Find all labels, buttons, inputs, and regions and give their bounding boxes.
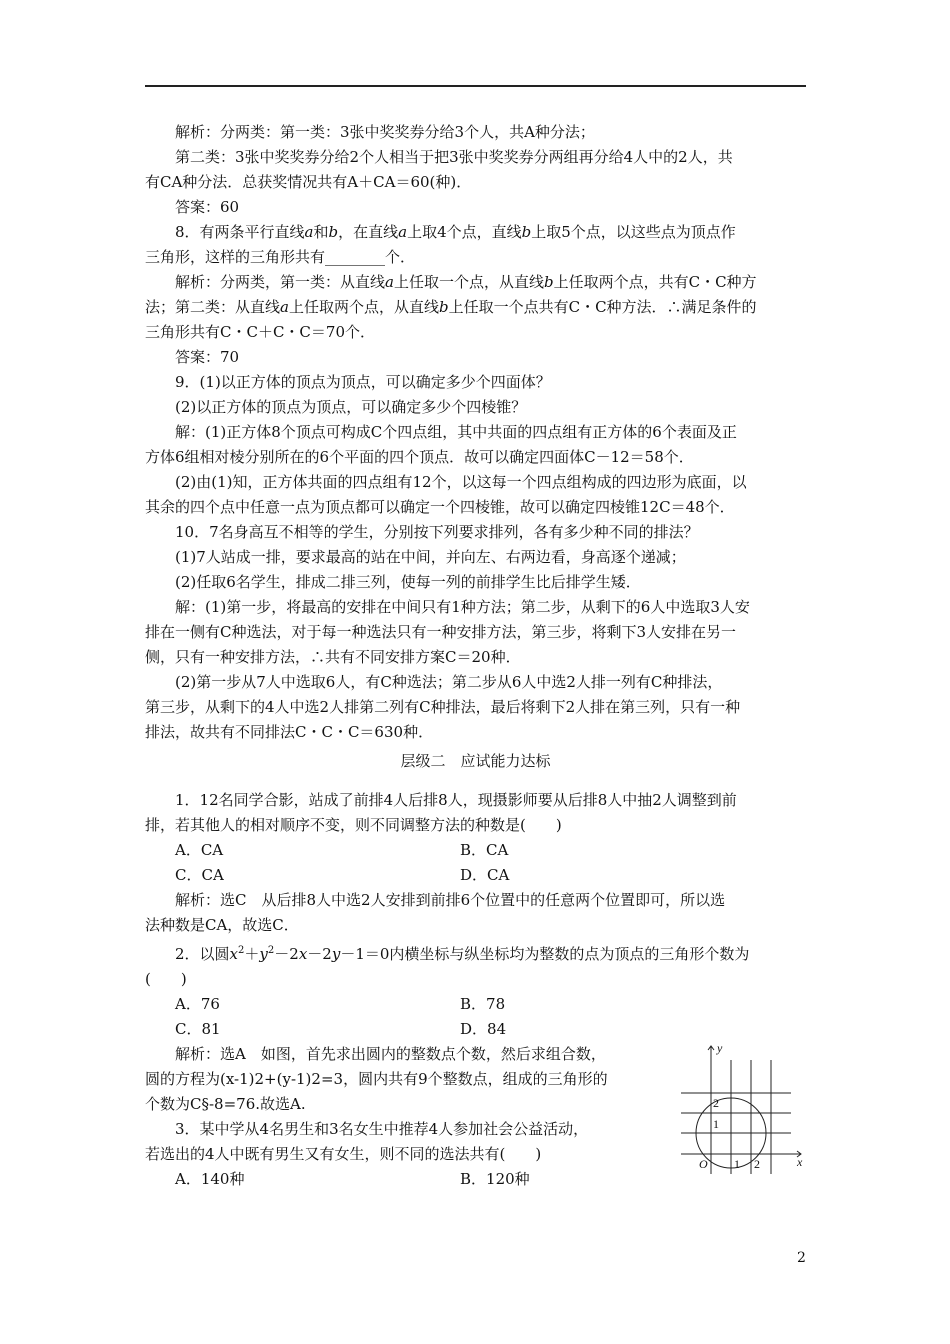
text-line: 第二类：3张中奖奖券分给2个人相当于把3张中奖奖券分两组再分给4人中的2人，共 [175, 148, 733, 166]
solution-line: 法；第二类：从直线a上任取两个点，从直线b上任取一个点共有C・C种方法．∴满足条件的 [145, 298, 757, 316]
y-tick-2: 2 [713, 1096, 719, 1110]
text-line: 三角形共有C・C＋C・C＝70个． [145, 323, 375, 341]
text-line: 其余的四个点中任意一点为顶点都可以确定一个四棱锥，故可以确定四棱锥12C＝48个． [145, 498, 735, 516]
question-1: 1．12名同学合影，站成了前排4人后排8人，现摄影师要从后排8人中抽2人调整到前 [175, 791, 737, 809]
page-number: 2 [797, 1250, 806, 1266]
text-line: 第三步，从剩下的4人中选2人排第二列有C种排法，最后将剩下2人排在第三列，只有一种 [145, 698, 741, 716]
text-line: 排在一侧有C种选法，对于每一种选法只有一种安排方法，第三步，将剩下3人安排在另一 [145, 623, 737, 641]
header-rule [145, 85, 806, 87]
solution-line: 解：(1)第一步，将最高的安排在中间只有1种方法；第二步，从剩下的6人中选取3人安 [175, 598, 750, 616]
question-8: 8．有两条平行直线a和b，在直线a上取4个点，直线b上取5个点，以这些点为顶点作 [175, 223, 736, 241]
text-line: 有CA种分法．总获奖情况共有A＋CA＝60(种)． [145, 173, 472, 191]
text-line: 方体6组相对棱分别所在的6个平面的四个顶点．故可以确定四面体C－12＝58个． [145, 448, 694, 466]
text-line: (1)7人站成一排，要求最高的站在中间，并向左、右两边看，身高逐个递减； [175, 548, 686, 566]
solution-line: (2)由(1)知，正方体共面的四点组有12个，以这每一个四点组构成的四边形为底面，以 [175, 473, 747, 491]
text-line: 解析：分两类：第一类：3张中奖奖券分给3个人，共A种分法； [175, 123, 595, 141]
option-b: B．78 [460, 995, 506, 1013]
question-9: 9．(1)以正方体的顶点为顶点，可以确定多少个四面体？ [175, 373, 551, 391]
option-b: B．120种 [460, 1170, 530, 1188]
figure-block [145, 1042, 806, 1171]
text-line: 圆的方程为(x-1)2+(y-1)2=3，圆内共有9个整数点，组成的三角形的 [145, 1070, 608, 1088]
options-row [145, 1017, 806, 1042]
text-line: (2)任取6名学生，排成二排三列，使每一列的前排学生比后排学生矮． [175, 573, 641, 591]
text-line: ( ) [145, 970, 187, 988]
text-line: 法种数是CA，故选C． [145, 916, 299, 934]
solution-line: 解析：分两类，第一类：从直线a上任取一个点，从直线b上任取两个点，共有C・C种方 [175, 273, 757, 291]
text-line: 三角形，这样的三角形共有________个． [145, 248, 416, 266]
solution-line: 解析：选C 从后排8人中选2人安排到前排6个位置中的任意两个位置即可，所以选 [175, 891, 726, 909]
answer-line: 答案：60 [175, 198, 240, 216]
option-d: D．CA [460, 866, 510, 884]
text-line: 排法，故共有不同排法C・C・C＝630种． [145, 723, 434, 741]
text-line: 若选出的4人中既有男生又有女生，则不同的选法共有( ) [145, 1145, 542, 1163]
x-axis-label: x [797, 1155, 803, 1169]
solution-line: (2)第一步从7人中选取6人，有C种选法；第二步从6人中选2人排一列有C种排法， [175, 673, 723, 691]
options-row [145, 838, 806, 863]
text-line: 排，若其他人的相对顺序不变，则不同调整方法的种数是( ) [145, 816, 562, 834]
text-line: 个数为C§-8=76.故选A. [145, 1095, 306, 1113]
x-tick-1: 1 [734, 1157, 740, 1171]
y-axis-label: y [717, 1042, 723, 1055]
option-c: C．81 [175, 1020, 221, 1038]
x-tick-2: 2 [754, 1157, 760, 1171]
question-10: 10．7名身高互不相等的学生，分别按下列要求排列，各有多少种不同的排法？ [175, 523, 699, 541]
origin-label: O [699, 1157, 708, 1171]
section-heading: 层级二 应试能力达标 [400, 752, 551, 770]
answer-line: 答案：70 [175, 348, 240, 366]
y-tick-1: 1 [713, 1117, 719, 1131]
question-2: 2．以圆$x^2+y^2-2x-2y-1=0$内横坐标与纵坐标均为整数的点为顶点的三角形个数为 [175, 945, 750, 963]
option-a: A．140种 [175, 1170, 245, 1188]
option-d: D．84 [460, 1020, 507, 1038]
options-row [145, 863, 806, 888]
option-b: B．CA [460, 841, 509, 859]
options-row [145, 992, 806, 1017]
option-a: A．CA [175, 841, 224, 859]
question-3: 3．某中学从4名男生和3名女生中推荐4人参加社会公益活动， [175, 1120, 589, 1138]
solution-line: 解：(1)正方体8个顶点可构成C个四点组，其中共面的四点组有正方体的6个表面及正 [175, 423, 737, 441]
option-a: A．76 [175, 995, 220, 1013]
option-c: C．CA [175, 866, 224, 884]
text-line: (2)以正方体的顶点为顶点，可以确定多少个四棱锥？ [175, 398, 527, 416]
solution-line: 解析：选A 如图，首先求出圆内的整数点个数，然后求组合数， [175, 1045, 606, 1063]
text-line: 侧，只有一种安排方法，∴共有不同安排方案C＝20种． [145, 648, 521, 666]
circle-grid-figure [673, 1042, 808, 1177]
page-content [145, 120, 806, 1192]
